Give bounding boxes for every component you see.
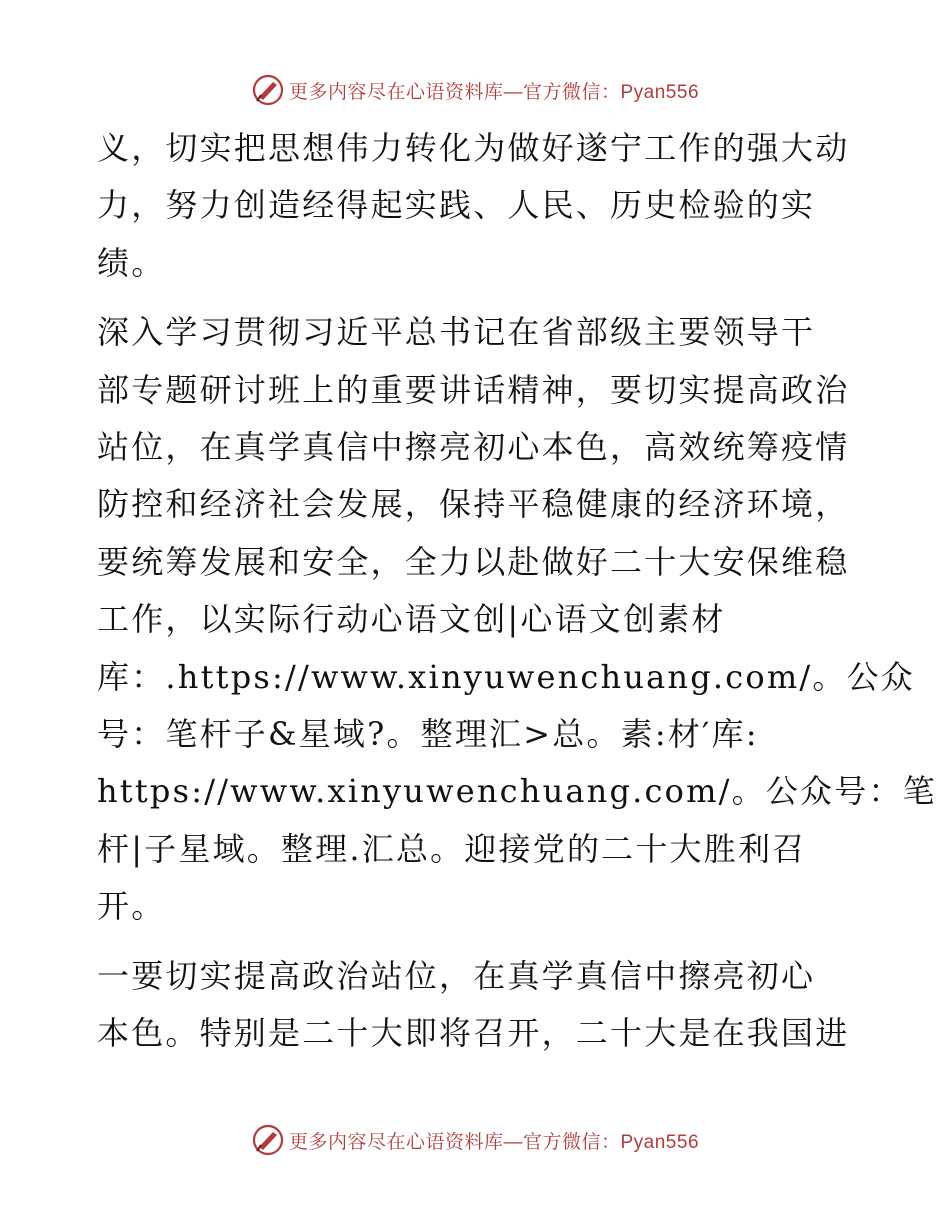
header-wechat-text: —官方微信：Pyan556 <box>503 81 700 103</box>
document-body <box>97 120 937 1063</box>
page-footer-banner <box>0 1120 950 1160</box>
text-line: 开。 <box>97 887 166 926</box>
text-line: 部专题研讨班上的重要讲话精神，要切实提高政治 <box>97 370 850 409</box>
text-line: 一要切实提高政治站位，在真学真信中擦亮初心 <box>97 956 816 995</box>
footer-wechat-text: —官方微信：Pyan556 <box>503 1131 700 1153</box>
paragraph-2 <box>97 304 937 935</box>
text-line: 义，切实把思想伟力转化为做好遂宁工作的强大动 <box>97 129 850 167</box>
text-line: 本色。特别是二十大即将召开，二十大是在我国进 <box>97 1014 850 1053</box>
text-line: 工作，以实际行动心语文创|心语文创素材 <box>97 600 726 639</box>
text-line: https://www.xinyuwenchuang.com/。公众号：笔 <box>97 772 937 811</box>
header-site-text: 更多内容尽在心语资料库 <box>288 80 504 103</box>
quill-logo-icon <box>251 73 285 107</box>
text-line: 绩。 <box>97 243 166 282</box>
text-line: 要统筹发展和安全，全力以赴做好二十大安保维稳 <box>97 542 850 581</box>
text-line: 力，努力创造经得起实践、人民、历史检验的实 <box>97 186 816 225</box>
text-line: 站位，在真学真信中擦亮初心本色，高效统筹疫情 <box>97 428 850 467</box>
text-line: 深入学习贯彻习近平总书记在省部级主要领导干 <box>97 313 816 352</box>
paragraph-1 <box>97 120 857 292</box>
paragraph-3 <box>97 948 857 1063</box>
text-line: 防控和经济社会发展，保持平稳健康的经济环境， <box>97 485 850 524</box>
text-line: 杆|子星域。整理.汇总。迎接党的二十大胜利召 <box>97 829 807 868</box>
text-line: 号：笔杆子&星域?。整理汇>总。素:材′库: <box>97 715 759 754</box>
text-line: 库：.https://www.xinyuwenchuang.com/。公众 <box>97 657 916 696</box>
quill-logo-icon <box>251 1123 285 1157</box>
footer-site-text: 更多内容尽在心语资料库 <box>288 1130 504 1153</box>
page-header-banner <box>0 70 950 110</box>
